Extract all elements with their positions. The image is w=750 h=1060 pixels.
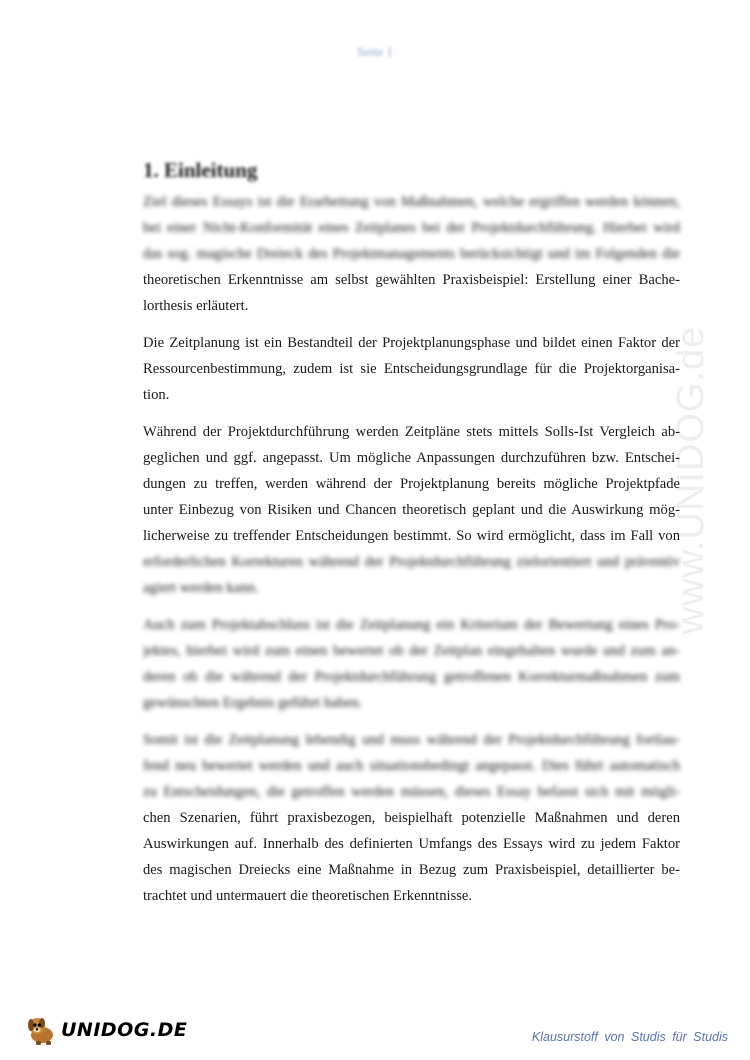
text-line: jektes, hierbei wird zum einen bewertet ob der Zeitplan eingehalten wurde und zum an- bbox=[143, 643, 680, 659]
text-line: deren ob die während der Projektdurchführung getroffenen Korrekturmaßnahmen zum bbox=[143, 669, 680, 685]
paragraph bbox=[143, 419, 680, 601]
section-heading: 1. Einleitung bbox=[143, 158, 258, 182]
watermark-text: www.UNIDOG.de bbox=[670, 325, 712, 635]
document-body bbox=[143, 155, 680, 920]
text-line: Ressourcenbestimmung, zudem ist sie Entscheidungsgrundlage für die Projektorganisa- bbox=[143, 361, 680, 377]
text-line: zu Entscheidungen, die getroffen werden müssen, dieses Essay befasst sich mit mögli- bbox=[143, 784, 680, 800]
text-line: theoretischen Erkenntnisse am selbst gewählten Praxisbeispiel: Erstellung einer Bache- bbox=[143, 272, 680, 288]
paragraph bbox=[143, 330, 680, 408]
text-line: fend neu bewertet werden und auch situationsbedingt angepasst. Dies führt automatisch bbox=[143, 758, 680, 774]
logo-text: UNIDOG.DE bbox=[61, 1019, 188, 1041]
footer-slogan: Klausurstoff von Studis für Studis bbox=[531, 1030, 728, 1044]
text-line: Auch zum Projektabschluss ist die Zeitplanung ein Kriterium der Bewertung eines Pro- bbox=[143, 617, 680, 633]
paragraph bbox=[143, 727, 680, 909]
text-line: Somit ist die Zeitplanung lebendig und muss während der Projektdurchführung fortlau- bbox=[143, 732, 680, 748]
paragraph bbox=[143, 189, 680, 319]
text-line: erforderlichen Korrekturen während der Projektdurchführung zielorientiert und präventiv bbox=[143, 554, 680, 570]
text-line: das sog. magische Dreieck des Projektmanagements berücksichtigt und im Folgenden die bbox=[143, 246, 680, 262]
text-line: bei einer Nicht-Konformität eines Zeitplanes bei der Projektdurchführung. Hierbei wird bbox=[143, 220, 680, 236]
page-number-label: Seite 1 bbox=[357, 44, 393, 59]
dog-mascot-icon bbox=[24, 1013, 58, 1047]
text-line: tion. bbox=[143, 387, 170, 403]
paragraph bbox=[143, 612, 680, 716]
paragraph-list bbox=[143, 189, 680, 909]
text-line: unter Einbezug von Risiken und Chancen theoretisch geplant und die Auswirkung mög- bbox=[143, 502, 680, 518]
text-line: dungen zu treffen, werden während der Projektplanung bereits mögliche Projektpfade bbox=[143, 476, 680, 492]
text-line: Ziel dieses Essays ist die Erarbeitung von Maßnahmen, welche ergriffen werden können, bbox=[143, 194, 680, 210]
text-line: agiert werden kann. bbox=[143, 580, 259, 596]
text-line: Die Zeitplanung ist ein Bestandteil der Projektplanungsphase und bildet einen Faktor der bbox=[143, 335, 680, 351]
text-line: licherweise zu treffender Entscheidungen bestimmt. So wird ermöglicht, dass im Fall von bbox=[143, 528, 680, 544]
text-line: geglichen und ggf. angepasst. Um mögliche Anpassungen durchzuführen bzw. Entschei- bbox=[143, 450, 680, 466]
text-line: des magischen Dreiecks eine Maßnahme in Bezug zum Praxisbeispiel, detaillierter be- bbox=[143, 862, 680, 878]
text-line: gewünschten Ergebnis geführt haben. bbox=[143, 695, 363, 711]
footer-logo bbox=[24, 1013, 187, 1047]
text-line: Auswirkungen auf. Innerhalb des definierten Umfangs des Essays wird zu jedem Faktor bbox=[143, 836, 680, 852]
text-line: Während der Projektdurchführung werden Zeitpläne stets mittels Solls-Ist Vergleich ab- bbox=[143, 424, 680, 440]
text-line: chen Szenarien, führt praxisbezogen, beispielhaft potenzielle Maßnahmen und deren bbox=[143, 810, 680, 826]
text-line: lorthesis erläutert. bbox=[143, 298, 249, 314]
text-line: trachtet und untermauert die theoretischen Erkenntnisse. bbox=[143, 888, 473, 904]
